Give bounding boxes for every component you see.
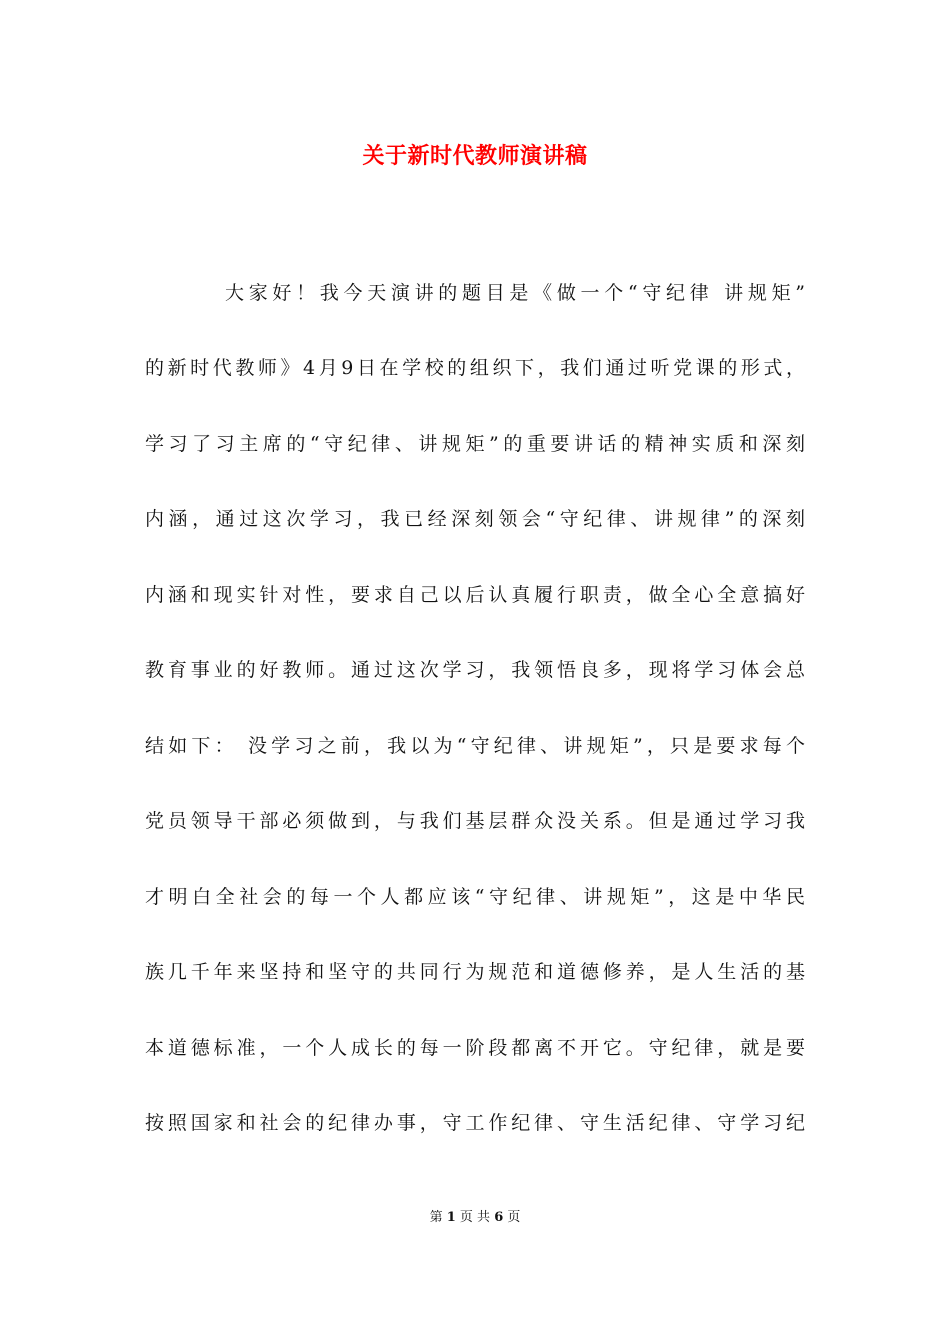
document-title: 关于新时代教师演讲稿 xyxy=(362,143,588,169)
body-line-1: 大家好！我今天演讲的题目是《做一个“守纪律 讲规矩” xyxy=(225,282,805,304)
body-line-11: 本道德标准，一个人成长的每一阶段都离不开它。守纪律，就是要 xyxy=(145,1037,805,1059)
footer-middle: 页 共 xyxy=(459,1210,491,1225)
body-line-4: 内涵，通过这次学习，我已经深刻领会“守纪律、讲规律”的深刻 xyxy=(145,508,805,530)
body-line-7: 结如下： 没学习之前，我以为“守纪律、讲规矩”，只是要求每个 xyxy=(145,735,805,757)
footer-total-pages: 6 xyxy=(494,1210,504,1225)
footer-page-number: 1 xyxy=(446,1210,456,1225)
page-footer xyxy=(0,1206,950,1230)
body-line-8: 党员领导干部必须做到，与我们基层群众没关系。但是通过学习我 xyxy=(145,810,805,832)
body-line-12: 按照国家和社会的纪律办事，守工作纪律、守生活纪律、守学习纪 xyxy=(145,1112,805,1134)
footer-suffix: 页 xyxy=(507,1210,521,1225)
body-line-6: 教育事业的好教师。通过这次学习，我领悟良多，现将学习体会总 xyxy=(145,659,805,681)
body-line-2: 的新时代教师》4月9日在学校的组织下，我们通过听党课的形式， xyxy=(145,357,805,379)
body-line-5: 内涵和现实针对性，要求自己以后认真履行职责，做全心全意搞好 xyxy=(145,584,805,606)
body-line-9: 才明白全社会的每一个人都应该“守纪律、讲规矩”，这是中华民 xyxy=(145,886,805,908)
body-line-3: 学习了习主席的“守纪律、讲规矩”的重要讲话的精神实质和深刻 xyxy=(145,433,805,455)
body-line-10: 族几千年来坚持和坚守的共同行为规范和道德修养，是人生活的基 xyxy=(145,961,805,983)
footer-prefix: 第 xyxy=(429,1210,443,1225)
